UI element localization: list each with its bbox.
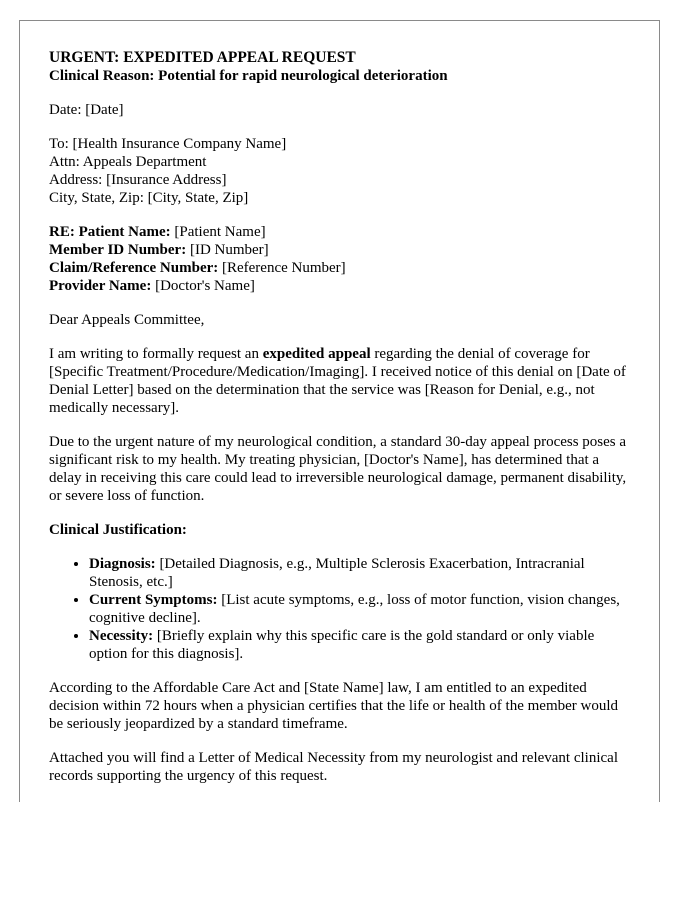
claim-number-label: Claim/Reference Number: [49, 260, 219, 276]
paragraph-legal-basis: According to the Affordable Care Act and [State Name] law, I am entitled to an expedited decision within 72 hours when a physician certifies that the life or health of the member would be seriously jeopardized by a standard timeframe. [49, 680, 619, 732]
letter-subtitle: Clinical Reason: Potential for rapid neurological deterioration [49, 68, 448, 84]
member-id-label: Member ID Number: [49, 242, 187, 258]
claim-number-line [49, 259, 631, 277]
clinical-justification-heading: Clinical Justification: [49, 522, 187, 538]
justification-item-diagnosis [89, 555, 631, 591]
paragraph-request-body: regarding the denial of coverage for [Specific Treatment/Procedure/Medication/Imaging]. I received notice of this denial on [Date of Denial Letter] based on the determination that the service was [Reason for Denial, e.g., not medically necessary]. [49, 346, 626, 416]
justification-item-text: [Detailed Diagnosis, e.g., Multiple Sclerosis Exacerbation, Intracranial Stenosis, etc.] [89, 556, 585, 590]
paragraph-request [49, 345, 631, 417]
reference-block [49, 223, 631, 295]
justification-item-label: Current Symptoms: [89, 592, 218, 608]
justification-item-necessity [89, 627, 631, 663]
paragraph-attachments: Attached you will find a Letter of Medical Necessity from my neurologist and relevant clinical records supporting the urgency of this request. [49, 750, 618, 784]
provider-name-line [49, 277, 631, 295]
provider-name-value: [Doctor's Name] [151, 278, 255, 294]
paragraph-request-emphasis: expedited appeal [262, 346, 371, 362]
recipient-to: To: [Health Insurance Company Name] [49, 136, 287, 152]
justification-item-symptoms [89, 591, 631, 627]
justification-item-text: [Briefly explain why this specific care is the gold standard or only viable option for this diagnosis]. [89, 628, 595, 662]
recipient-address: Address: [Insurance Address] [49, 172, 227, 188]
justification-item-text: [List acute symptoms, e.g., loss of motor function, vision changes, cognitive decline]. [89, 592, 620, 626]
date-line: Date: [Date] [49, 102, 124, 118]
paragraph-urgency: Due to the urgent nature of my neurological condition, a standard 30-day appeal process poses a significant risk to my health. My treating physician, [Doctor's Name], has determined that a delay in receiving this care could lead to irreversible neurological damage, permanent disability, or severe loss of function. [49, 434, 627, 504]
clinical-justification-list [49, 555, 631, 663]
justification-item-label: Diagnosis: [89, 556, 156, 572]
member-id-value: [ID Number] [186, 242, 269, 258]
letter-header [49, 49, 631, 85]
paragraph-request-intro: I am writing to formally request an [49, 346, 263, 362]
recipient-address-block [49, 135, 631, 207]
patient-name-label: RE: Patient Name: [49, 224, 171, 240]
letter-title: URGENT: EXPEDITED APPEAL REQUEST [49, 49, 356, 66]
letter-page [19, 20, 660, 802]
patient-name-value: [Patient Name] [170, 224, 266, 240]
justification-item-label: Necessity: [89, 628, 154, 644]
recipient-city: City, State, Zip: [City, State, Zip] [49, 190, 249, 206]
recipient-attn: Attn: Appeals Department [49, 154, 207, 170]
member-id-line [49, 241, 631, 259]
patient-name-line [49, 223, 631, 241]
claim-number-value: [Reference Number] [218, 260, 346, 276]
salutation: Dear Appeals Committee, [49, 312, 205, 328]
provider-name-label: Provider Name: [49, 278, 152, 294]
